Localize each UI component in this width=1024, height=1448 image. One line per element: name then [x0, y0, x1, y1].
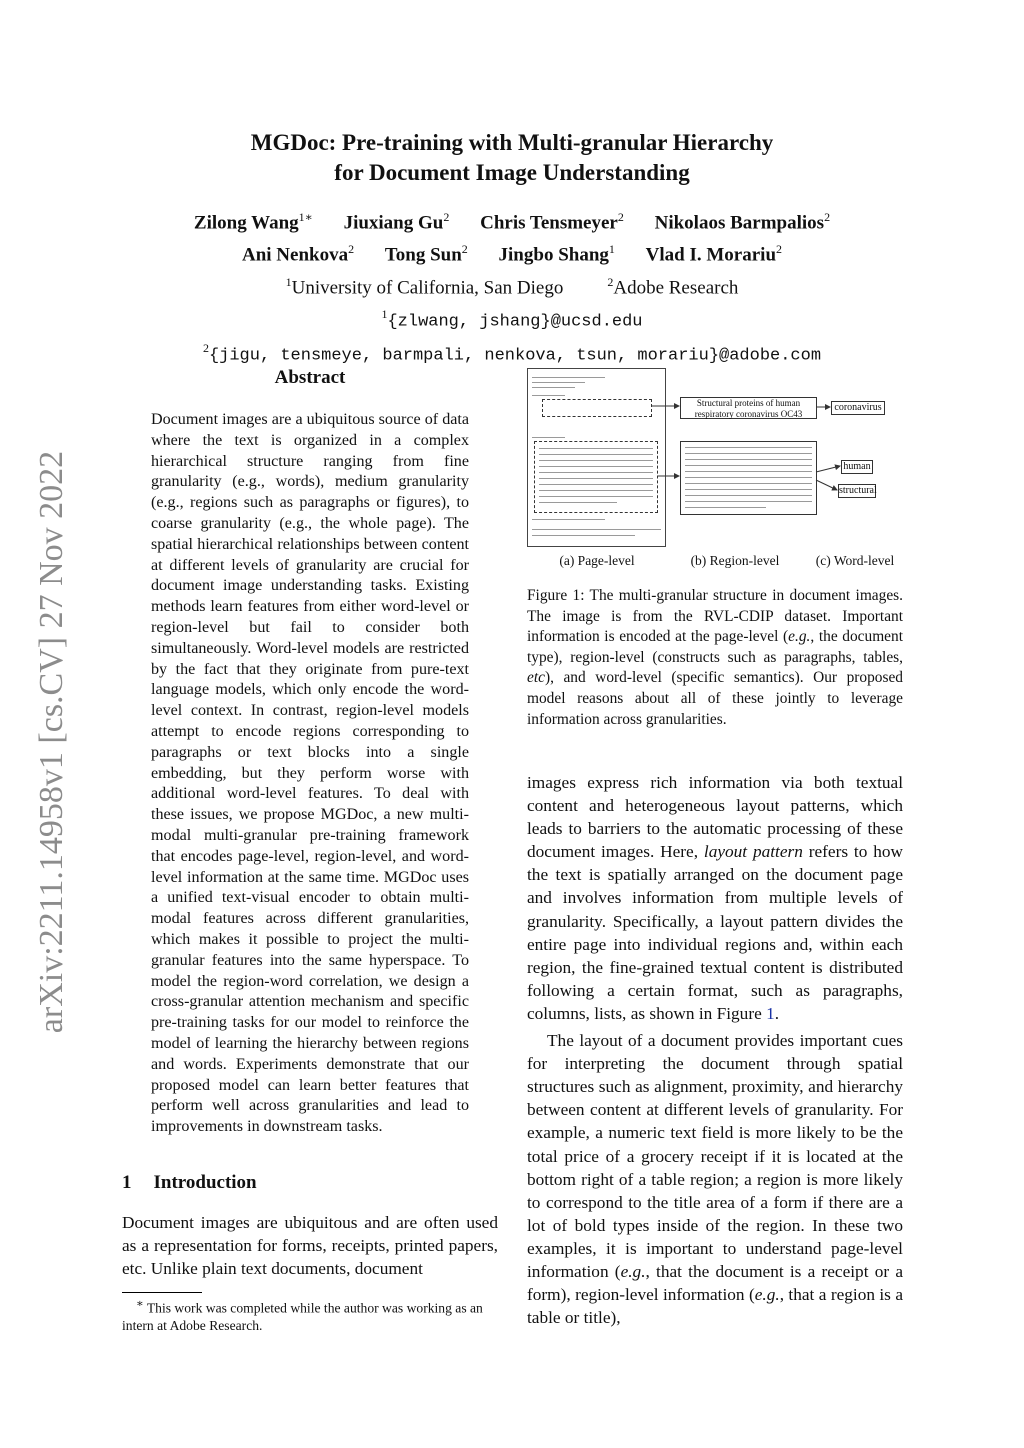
author-mark: 2: [443, 210, 450, 224]
title-line-2: for Document Image Understanding: [334, 160, 690, 185]
author-name: Jingbo Shang: [498, 244, 609, 266]
email-row-2: [0, 335, 1024, 369]
author-mark: 2: [348, 242, 355, 257]
section-title: Introduction: [153, 1172, 257, 1193]
title-line-1: MGDoc: Pre-training with Multi-granular Hierarchy: [250, 130, 774, 155]
affiliation-ucsd: University of California, San Diego: [291, 276, 564, 298]
author-name: Jiuxiang Gu: [343, 212, 444, 234]
word-box-coronavirus: coronavirus: [831, 401, 885, 415]
intro-paragraph-2: The layout of a document provides important cues for interpreting the document through spatial structures such as alignment, proximity, and hierarchy between content at different levels of granularity. For example, a numeric text field is more likely to be the total price of a grocery receipt if it is located at the bottom right of a table region; a region is more likely to correspond to the title area of a form if there are a lot of bold types inside of the region. In these two examples, it is important to understand page-level information (e.g., that the document is a receipt or a form), region-level information (e.g., that a region is a table or title),: [527, 1031, 903, 1328]
email-ucsd: {zlwang, jshang}@ucsd.edu: [387, 312, 643, 332]
author-row-1: [0, 204, 1024, 236]
paper-title: [0, 128, 1024, 188]
email-mark: 1: [381, 306, 388, 321]
author-mark: 2: [824, 210, 831, 224]
author-block: [0, 204, 1024, 370]
abstract-heading: Abstract: [274, 367, 346, 388]
affiliation-adobe: Adobe Research: [613, 276, 739, 298]
affiliation-mark: 2: [607, 274, 614, 289]
section-number: 1: [122, 1172, 132, 1193]
author-mark: 2: [461, 242, 468, 257]
email-row-1: [0, 301, 1024, 335]
word-box-human: human: [841, 460, 873, 474]
figure-1: [527, 368, 905, 573]
author-name: Vlad I. Morariu: [645, 244, 777, 266]
author-name: Tong Sun: [384, 244, 462, 266]
figure-1-reference[interactable]: 1: [766, 1003, 775, 1023]
sublabel-page-level: (a) Page-level: [559, 553, 635, 568]
region-title-box: Structural proteins of human respiratory coronavirus OC43: [680, 397, 817, 419]
arrow-body-to-structural: [816, 480, 837, 490]
author-mark: 2: [617, 210, 624, 224]
author-name: Chris Tensmeyer: [480, 212, 618, 234]
intro-paragraph-1-continued: images express rich information via both textual content and heterogeneous layout patterns, which leads to barriers to the automatic processing of these document images. Here, layout pattern refers to how the text is spatially arranged on the document page and involves information from multiple levels of granularity. Specifically, a layout pattern divides the entire page into individual regions and, within each region, the fine-grained textual content is distributed following a certain format, such as paragraphs, columns, lists, as shown in Figure 1.: [527, 773, 903, 1023]
intro-paragraph-left: Document images are ubiquitous and are often used as a representation for forms, receipts, printed papers, etc. Unlike plain text documents, document: [122, 1213, 498, 1279]
section-heading-introduction: [122, 1172, 498, 1194]
footnote-rule: [122, 1292, 202, 1293]
affiliations: [0, 269, 1024, 301]
email-adobe: {jigu, tensmeye, barmpali, nenkova, tsun, morariu}@adobe.com: [208, 346, 822, 366]
footnote: [122, 1292, 498, 1334]
arrow-body-to-human: [816, 466, 840, 472]
email-mark: 2: [202, 341, 209, 356]
intro-paragraph-right: [527, 771, 903, 1329]
word-box-structural: structural: [839, 485, 877, 496]
affiliation-mark: 1: [285, 274, 292, 289]
author-mark: 1∗: [298, 210, 313, 224]
author-row-2: [0, 236, 1024, 268]
figure-arrows: [527, 368, 905, 548]
sublabel-region-level: (b) Region-level: [690, 553, 780, 568]
author-mark: 1: [608, 242, 615, 257]
sublabel-word-level: (c) Word-level: [815, 553, 895, 568]
figure-1-caption: Figure 1: The multi-granular structure in document images. The image is from the RVL-CDIP dataset. Important information is encoded at the page-level (e.g., the document type), region-level (constructs such as paragraphs, tables, etc), and word-level (specific semantics). Our proposed model reasons about all of these jointly to leverage information across granularities.: [527, 587, 903, 728]
footnote-mark: ∗: [136, 1298, 144, 1310]
author-name: Ani Nenkova: [241, 244, 349, 266]
author-name: Zilong Wang: [193, 212, 299, 234]
abstract-text: Document images are a ubiquitous source of data where the text is organized in a complex hierarchical structure ranging from fine granularity (e.g., words), medium granularity (e.g., regions such as paragraphs or figures), to coarse granularity (e.g., the whole page). The spatial hierarchical relationships between content at different levels of granularity are crucial for document image understanding tasks. Existing methods learn features from either word-level or region-level but fail to consider both simultaneously. Word-level models are restricted by the fact that they originate from pure-text language models, which only encode the word-level context. In contrast, region-level models attempt to encode regions corresponding to paragraphs or text blocks into a single embedding, but they perform worse with additional word-level features. To deal with these issues, we propose MGDoc, a new multi-modal multi-granular pre-training framework that encodes page-level, region-level, and word-level information at the same time. MGDoc uses a unified text-visual encoder to obtain multi-modal features across different granularities, which makes it possible to project the multi-granular features into the same hyperspace. To model the region-word correlation, we design a cross-granular attention mechanism and specific pre-training tasks for our model to reinforce the model of learning the hierarchy between regions and words. Experiments demonstrate that our proposed model can learn better features that perform well across granularities and lead to improvements in downstream tasks.: [151, 411, 469, 1136]
footnote-text: ∗ This work was completed while the author was working as an intern at Adobe Research.: [122, 1298, 483, 1333]
author-mark: 2: [776, 242, 783, 257]
author-name: Nikolaos Barmpalios: [654, 212, 825, 234]
arxiv-stamp: arXiv:2211.14958v1 [cs.CV] 27 Nov 2022: [33, 450, 70, 1034]
